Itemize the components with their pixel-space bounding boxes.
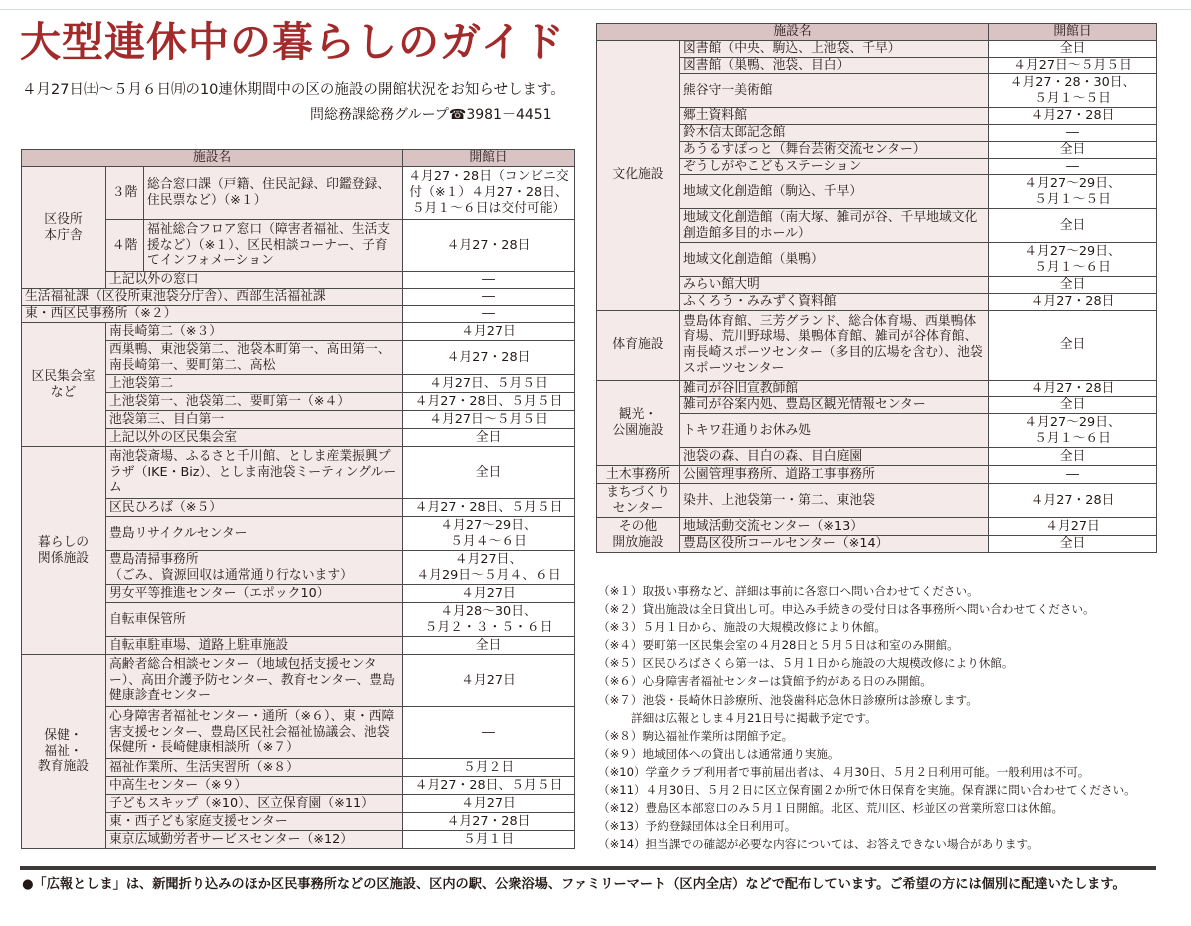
open-days: 全日 (989, 209, 1157, 243)
header-open: 開館日 (989, 24, 1157, 41)
facility-name: ぞうしがやこどもステーション (680, 158, 989, 175)
facility-name: 染井、上池袋第一・第二、東池袋 (680, 484, 989, 518)
table-row (597, 518, 1157, 536)
note-item: （※７）池袋・長崎休日診療所、池袋歯科応急休日診療所は診療します。 (598, 692, 978, 707)
table-row (22, 447, 575, 499)
facility-name: 上記以外の窓口 (106, 272, 403, 289)
facility-name: 福祉作業所、生活実習所（※８） (106, 759, 403, 777)
open-days: 全日 (403, 637, 575, 655)
facility-name: 男女平等推進センター（エポック10） (106, 585, 403, 603)
table-row (597, 397, 1157, 414)
notes-list (598, 582, 1158, 853)
open-days: ４月27・28日 (989, 293, 1157, 310)
facility-name: 公園管理事務所、道路工事事務所 (680, 466, 989, 484)
table-header-row (597, 24, 1157, 41)
category-cell: 土木事務所 (597, 466, 680, 484)
page-title: 大型連休中の暮らしのガイド (20, 18, 565, 66)
note-item: （※６）心身障害者福祉センターは貸館予約がある日のみ開館。 (598, 674, 932, 689)
note-item: （※８）駒込福祉作業所は閉館予定。 (598, 728, 794, 743)
open-days: ４月27～29日、 ５月１～６日 (989, 414, 1157, 448)
open-days: ― (403, 707, 575, 759)
table-row (597, 380, 1157, 397)
facility-name: 自転車駐車場、道路上駐車施設 (106, 637, 403, 655)
open-days: ４月27日 (403, 795, 575, 813)
open-days: ４月27・28日、５月５日 (403, 393, 575, 411)
intro-text: ４月27日㈯～５月６日㈪の10連休期間中の区の施設の開館状況をお知らせします。 (22, 82, 565, 98)
note-item: （※１）取扱い事務など、詳細は事前に各窓口へ問い合わせてください。 (598, 584, 979, 598)
open-days: ４月27・28日（コンビニ交付（※１）４月27・28日、５月１～６日は交付可能） (403, 167, 575, 220)
note-item: （※14）担当課での確認が必要な内容については、お答えできない場合があります。 (598, 837, 1039, 852)
facility-name: 区民ひろば（※５） (106, 499, 403, 517)
facility-name: 郷土資料館 (680, 108, 989, 125)
open-days: ― (989, 158, 1157, 175)
facility-name: 南長崎第二（※３） (106, 323, 403, 341)
bottom-rule (20, 866, 1156, 870)
floor-cell: ４階 (106, 220, 144, 272)
table-header-row (22, 150, 575, 167)
table-row (597, 448, 1157, 466)
facility-name: 南池袋斎場、ふるさと千川館、としま産業振興プラザ（IKE・Biz）、としま南池袋ミーティングルーム (106, 447, 403, 499)
category-cell: 文化施設 (597, 41, 680, 311)
table-row (597, 141, 1157, 158)
table-row (597, 57, 1157, 74)
open-days: ４月27～29日、 ５月１～５日 (989, 175, 1157, 209)
category-cell: 体育施設 (597, 310, 680, 380)
facility-name: 鈴木信太郎記念館 (680, 125, 989, 142)
facility-name: 東・西子ども家庭支援センター (106, 813, 403, 831)
note-item: （※３）５月１日から、施設の大規模改修により休館。 (598, 620, 886, 635)
open-days: 全日 (989, 41, 1157, 58)
category-cell: 暮らしの 関係施設 (22, 447, 106, 655)
category-cell: まちづくり センター (597, 484, 680, 518)
facility-name: 心身障害者福祉センター・通所（※６）、東・西障害支援センター、豊島区民社会福祉協議会、池袋保健所・長崎健康相談所（※７） (106, 707, 403, 759)
open-days: 全日 (989, 277, 1157, 294)
facility-name: 上池袋第一、池袋第二、要町第一（※４） (106, 393, 403, 411)
facility-name: 地域文化創造館（駒込、千早） (680, 175, 989, 209)
facility-name: 高齢者総合相談センター（地域包括支援センター）、高田介護予防センター、教育センター、豊島健康診査センター (106, 655, 403, 707)
open-days: ４月27・28日、５月５日 (403, 777, 575, 795)
note-item: （※９）地域団体への貸出しは通常通り実施。 (598, 746, 840, 761)
table-row (597, 74, 1157, 108)
open-days: ４月27・28日 (989, 108, 1157, 125)
facility-name: 福祉総合フロア窓口（障害者福祉、生活支援など）（※１）、区民相談コーナー、子育てインフォメーション (144, 220, 403, 272)
open-days: ― (403, 272, 575, 289)
note-item: （※５）区民ひろばさくら第一は、５月１日から施設の大規模改修により休館。 (598, 656, 1014, 671)
open-days: 全日 (989, 141, 1157, 158)
open-days: ５月２日 (403, 759, 575, 777)
open-days: ― (989, 466, 1157, 484)
facility-name: 上池袋第二 (106, 375, 403, 393)
category-cell: 区民集会室 など (22, 323, 106, 447)
facility-name: 雑司が谷案内処、豊島区観光情報センター (680, 397, 989, 414)
left-schedule-table (21, 149, 575, 849)
facility-name: 総合窓口課（戸籍、住民記録、印鑑登録、住民票など）（※１） (144, 167, 403, 220)
note-item: （※４）要町第一区民集会室の４月28日と５月５日は和室のみ開館。 (598, 638, 959, 653)
category-cell: 観光・ 公園施設 (597, 380, 680, 465)
table-row (597, 125, 1157, 142)
facility-name: 東・西区民事務所（※２） (22, 306, 403, 323)
open-days: ４月27～29日、 ５月１～６日 (989, 243, 1157, 277)
open-days: 全日 (989, 397, 1157, 414)
table-row (22, 306, 575, 323)
open-days: ４月27日 (403, 323, 575, 341)
facility-name: 図書館（中央、駒込、上池袋、千早） (680, 41, 989, 58)
facility-name: 池袋の森、目白の森、目白庭園 (680, 448, 989, 466)
table-row (597, 293, 1157, 310)
note-item: （※10）学童クラブ利用者で事前届出者は、４月30日、５月２日利用可能。一般利用は不可。 (598, 764, 1090, 779)
note-item: 詳細は広報としま４月21日号に掲載予定です。 (631, 710, 877, 725)
footer-text: ●「広報としま」は、新聞折り込みのほか区民事務所などの区施設、区内の駅、公衆浴場、ファミリーマート（区内全店）などで配布しています。ご希望の方には個別に配達いたします。 (22, 877, 1126, 892)
open-days: ４月27・28日 (403, 813, 575, 831)
facility-name: 雑司が谷旧宣教師館 (680, 380, 989, 397)
open-days: ― (403, 306, 575, 323)
table-row (597, 108, 1157, 125)
category-cell: その他 開放施設 (597, 518, 680, 553)
open-days: ４月27日～５月５日 (403, 411, 575, 429)
open-days: ４月27日～５月５日 (989, 57, 1157, 74)
table-row (22, 167, 575, 220)
header-facility: 施設名 (597, 24, 989, 41)
open-days: 全日 (989, 310, 1157, 380)
facility-name: トキワ荘通りお休み処 (680, 414, 989, 448)
header-facility: 施設名 (22, 150, 403, 167)
header-open: 開館日 (403, 150, 575, 167)
open-days: ４月27・28・30日、 ５月１～５日 (989, 74, 1157, 108)
facility-name: 豊島清掃事務所 （ごみ、資源回収は通常通り行ないます） (106, 551, 403, 585)
facility-name: 上記以外の区民集会室 (106, 429, 403, 447)
facility-name: 豊島体育館、三芳グランド、総合体育場、西巣鴨体育場、荒川野球場、巣鴨体育館、雑司が谷体育館、南長崎スポーツセンター（多目的広場を含む）、池袋スポーツセンター (680, 310, 989, 380)
facility-name: 池袋第三、目白第一 (106, 411, 403, 429)
note-item: （※12）豊島区本部窓口のみ５月１日開館。北区、荒川区、杉並区の営業所窓口は休館。 (598, 801, 1064, 816)
open-days: 全日 (403, 447, 575, 499)
category-cell: 区役所 本庁舎 (22, 167, 106, 289)
facility-name: 中高生センター（※９） (106, 777, 403, 795)
floor-cell: ３階 (106, 167, 144, 220)
facility-name: 自転車保管所 (106, 603, 403, 637)
facility-name: 地域活動交流センター（※13） (680, 518, 989, 536)
table-row (597, 414, 1157, 448)
facility-name: 地域文化創造館（南大塚、雑司が谷、千早地域文化創造館多目的ホール） (680, 209, 989, 243)
facility-name: あうるすぽっと（舞台芸術交流センター） (680, 141, 989, 158)
open-days: ４月27～29日、 ５月４～６日 (403, 517, 575, 551)
open-days: ４月27・28日 (403, 220, 575, 272)
facility-name: 地域文化創造館（巣鴨） (680, 243, 989, 277)
facility-name: 子どもスキップ（※10）、区立保育園（※11） (106, 795, 403, 813)
table-row (597, 277, 1157, 294)
table-row (597, 243, 1157, 277)
table-row (22, 289, 575, 306)
open-days: ４月28～30日、 ５月２・３・５・６日 (403, 603, 575, 637)
open-days: ４月27・28日 (989, 484, 1157, 518)
open-days: 全日 (989, 448, 1157, 466)
table-row (22, 323, 575, 341)
open-days: 全日 (989, 536, 1157, 553)
category-cell: 保健・ 福祉・ 教育施設 (22, 655, 106, 849)
facility-name: 西巣鴨、東池袋第二、池袋本町第一、高田第一、南長崎第一、要町第二、高松 (106, 341, 403, 375)
facility-name: 生活福祉課（区役所東池袋分庁舎）、西部生活福祉課 (22, 289, 403, 306)
table-row (597, 175, 1157, 209)
facility-name: 図書館（巣鴨、池袋、目白） (680, 57, 989, 74)
facility-name: ふくろう・みみずく資料館 (680, 293, 989, 310)
table-row (597, 41, 1157, 58)
facility-name: 豊島リサイクルセンター (106, 517, 403, 551)
table-row (22, 655, 575, 707)
table-row (597, 310, 1157, 380)
top-rule (0, 0, 1191, 10)
table-row (597, 536, 1157, 553)
facility-name: 豊島区役所コールセンター（※14） (680, 536, 989, 553)
facility-name: 東京広域勤労者サービスセンター（※12） (106, 831, 403, 849)
right-schedule-table (596, 23, 1157, 553)
note-item: （※11）４月30日、５月２日に区立保育園２か所で休日保育を実施。保育課に問い合わせてください。 (598, 783, 1136, 798)
open-days: ４月27日、 ４月29日～５月４、６日 (403, 551, 575, 585)
note-item: （※２）貸出施設は全日貸出し可。申込み手続きの受付日は各事務所へ問い合わせてください。 (598, 602, 1095, 617)
table-row (597, 466, 1157, 484)
open-days: ４月27日 (403, 585, 575, 603)
open-days: ４月27日、５月５日 (403, 375, 575, 393)
open-days: 全日 (403, 429, 575, 447)
open-days: ― (403, 289, 575, 306)
open-days: ５月１日 (403, 831, 575, 849)
table-row (597, 484, 1157, 518)
open-days: ４月27・28日、５月５日 (403, 499, 575, 517)
table-row (597, 209, 1157, 243)
open-days: ― (989, 125, 1157, 142)
facility-name: みらい館大明 (680, 277, 989, 294)
open-days: ４月27・28日 (403, 341, 575, 375)
table-row (597, 158, 1157, 175)
note-item: （※13）予約登録団体は全日利用可。 (598, 819, 797, 834)
open-days: ４月27日 (989, 518, 1157, 536)
facility-name: 熊谷守一美術館 (680, 74, 989, 108)
open-days: ４月27日 (403, 655, 575, 707)
open-days: ４月27・28日 (989, 380, 1157, 397)
contact-info: 問総務課総務グループ☎3981－4451 (310, 107, 552, 123)
